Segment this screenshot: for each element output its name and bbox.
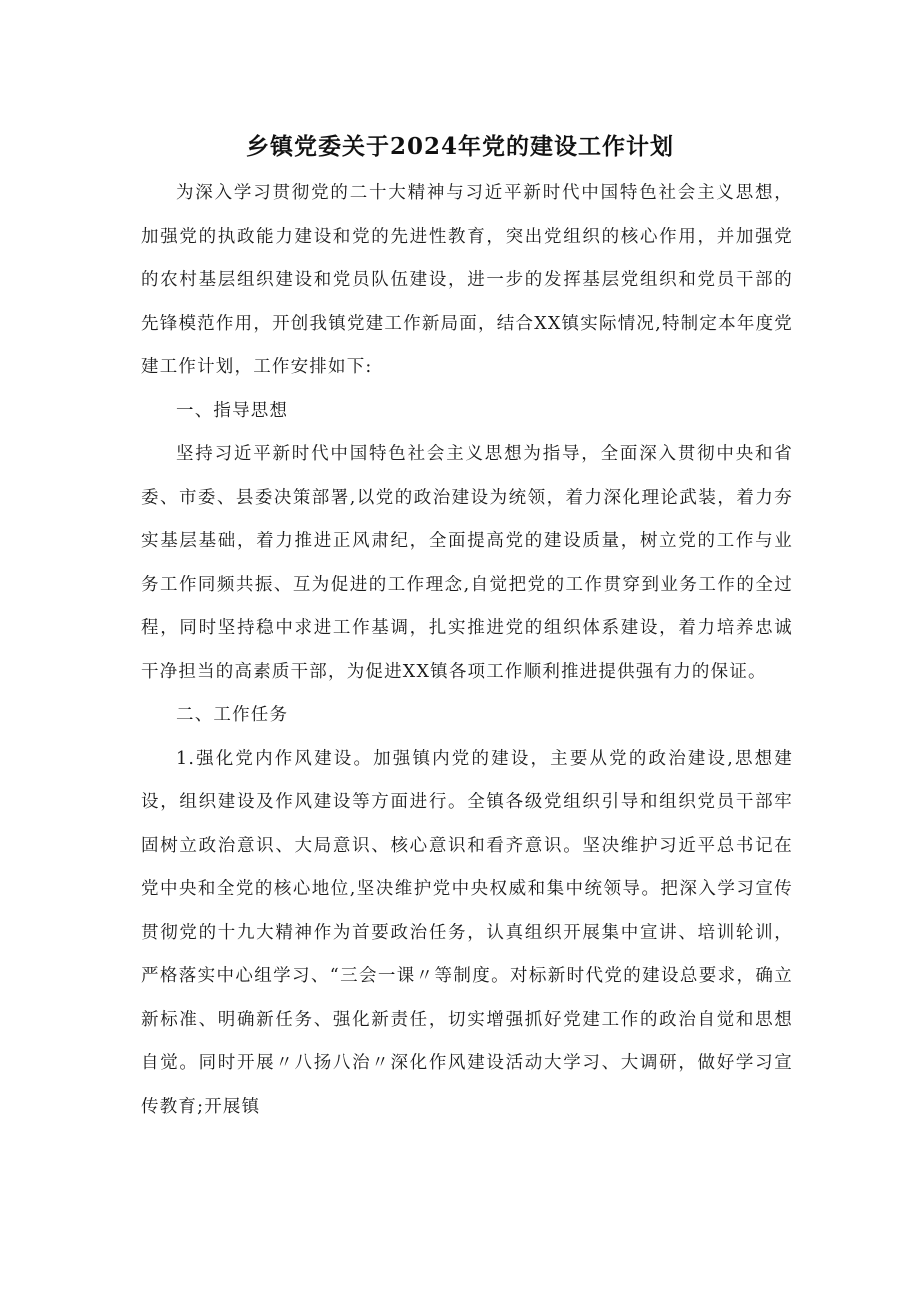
intro-paragraph: 为深入学习贯彻党的二十大精神与习近平新时代中国特色社会主义思想，加强党的执政能力建设和党的先进性教育，突出党组织的核心作用，并加强党的农村基层组织建设和党员队伍建设，进一步的发挥基层党组织和党员干部的先锋模范作用，开创我镇党建工作新局面，结合XX镇实际情况,特制定本年度党建工作计划，工作安排如下: bbox=[141, 183, 793, 377]
section-heading-work-tasks: 二、工作任务 bbox=[176, 705, 289, 725]
guiding-ideology-paragraph: 坚持习近平新时代中国特色社会主义思想为指导，全面深入贯彻中央和省委、市委、县委决策部署,以党的政治建设为统领，着力深化理论武装，着力夯实基层基础，着力推进正风肃纪，全面提高党的建设质量，树立党的工作与业务工作同频共振、互为促进的工作理念,自觉把党的工作贯穿到业务工作的全过程，同时坚持稳中求进工作基调，扎实推进党的组织体系建设，着力培养忠诚干净担当的高素质干部，为促进XX镇各项工作顺利推进提供强有力的保证。 bbox=[141, 444, 793, 682]
document-body bbox=[141, 172, 793, 1129]
section-heading-guiding-ideology: 一、指导思想 bbox=[176, 400, 289, 421]
work-task-item-1-paragraph: 1.强化党内作风建设。加强镇内党的建设，主要从党的政治建设,思想建设，组织建设及作风建设等方面进行。全镇各级党组织引导和组织党员干部牢固树立政治意识、大局意识、核心意识和看齐意识。坚决维护习近平总书记在党中央和全党的核心地位,坚决维护党中央权威和集中统领导。把深入学习宣传贯彻党的十九大精神作为首要政治任务，认真组织开展集中宣讲、培训轮训，严格落实中心组学习、“三会一课〃等制度。对标新时代党的建设总要求，确立新标准、明确新任务、强化新责任，切实增强抓好党建工作的政治自觉和思想自觉。同时开展〃八扬八治〃深化作风建设活动大学习、大调研，做好学习宣传教育;开展镇 bbox=[141, 748, 793, 1117]
document-title: 乡镇党委关于2024年党的建设工作计划 bbox=[245, 133, 674, 160]
